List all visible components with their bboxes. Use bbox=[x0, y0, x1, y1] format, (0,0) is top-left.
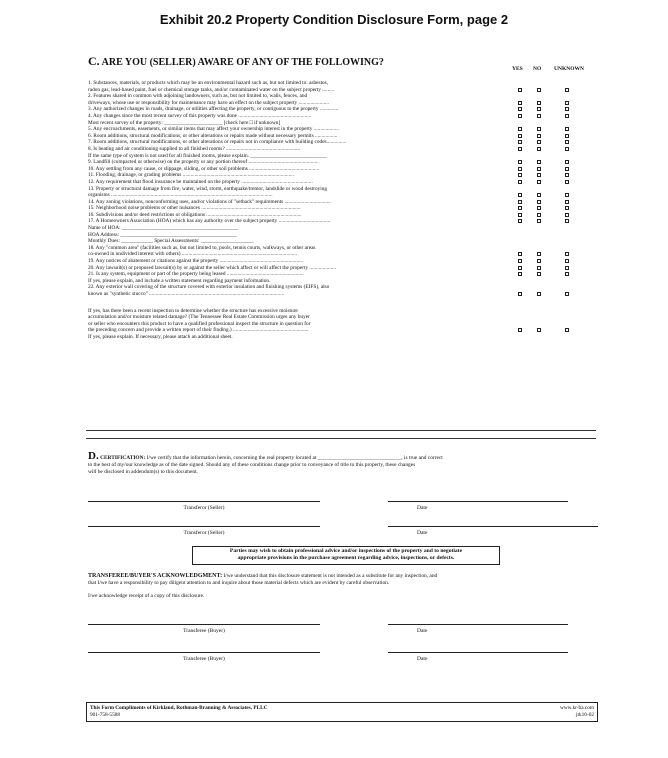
yes-checkbox[interactable] bbox=[518, 134, 522, 138]
yes-checkbox[interactable] bbox=[518, 259, 522, 263]
buyer-signature-label-2: Transferee (Buyer) bbox=[183, 656, 225, 662]
no-checkbox[interactable] bbox=[537, 167, 541, 171]
yes-checkbox[interactable] bbox=[518, 127, 522, 131]
unknown-checkbox[interactable] bbox=[565, 292, 569, 296]
buyer-signature-line-2[interactable] bbox=[88, 652, 320, 653]
buyer-date-line-2[interactable] bbox=[388, 652, 568, 653]
item-text: Most recent survey of the property: ______________________ [check here □ if unknown] bbox=[88, 119, 281, 126]
item-line bbox=[88, 100, 598, 107]
item-line bbox=[88, 258, 598, 265]
footer-code: jtk10-02 bbox=[576, 711, 594, 718]
item-line bbox=[88, 106, 598, 113]
ack-text1: I/we understand that this disclosure statement is not intended as a substitute for any inspection, and bbox=[223, 573, 438, 579]
item-text: 17. A Homeowners Association (HOA) which has any authority over the subject property ....................................... bbox=[88, 218, 331, 225]
unknown-checkbox[interactable] bbox=[565, 107, 569, 111]
item-text: or seller who encounters this product to have a qualified professional inspect the structure in question for bbox=[88, 320, 311, 327]
item-text: accumulation and/or moisture related damage? (The Tennessee Real Estate Commission urges any buyer bbox=[88, 314, 310, 321]
unknown-checkbox[interactable] bbox=[565, 101, 569, 105]
item-line bbox=[88, 321, 598, 328]
item-line bbox=[88, 284, 598, 291]
yes-checkbox[interactable] bbox=[518, 180, 522, 184]
item-text: 6. Room additions, structural modifications, or other alterations or repairs made without necessary permits ................. bbox=[88, 132, 338, 139]
item-text: driveways, whose use or responsibility for maintenance may have an effect on the subject property ....................... bbox=[88, 99, 329, 106]
item-line bbox=[88, 159, 598, 166]
yes-checkbox[interactable] bbox=[518, 272, 522, 276]
item-text: If yes, please explain, and include a written statement regarding payment information. bbox=[88, 277, 271, 284]
no-checkbox[interactable] bbox=[537, 328, 541, 332]
unknown-checkbox[interactable] bbox=[565, 173, 569, 177]
spacer bbox=[88, 298, 598, 308]
item-text: 18. Any "common area" (facilities such as, but not limited to, pools, tennis courts, walkways, or other areas bbox=[88, 244, 316, 251]
item-line bbox=[88, 212, 598, 219]
unknown-checkbox[interactable] bbox=[565, 272, 569, 276]
unknown-checkbox[interactable] bbox=[565, 88, 569, 92]
yes-checkbox[interactable] bbox=[518, 213, 522, 217]
unknown-checkbox[interactable] bbox=[565, 200, 569, 204]
item-text: 12. Any requirement that flood insurance be maintained on the property ...................................................... bbox=[88, 178, 313, 185]
seller-signature-label-1: Transferor (Seller) bbox=[183, 505, 225, 511]
section-d-text2: to the best of my/our knowledge as of the date signed. Should any of these conditions change prior to conveyance of title to this property, these changes bbox=[88, 461, 416, 468]
item-text: If the same type of system is not used for all finished rooms, please explain. _____________________________ bbox=[88, 152, 328, 159]
section-d-letter: D. bbox=[88, 450, 99, 462]
item-text: 11. Flooding, drainage, or grading problems .................................................................................... bbox=[88, 172, 294, 179]
no-checkbox[interactable] bbox=[537, 107, 541, 111]
yes-checkbox[interactable] bbox=[518, 167, 522, 171]
footer-left bbox=[90, 705, 267, 718]
form-footer bbox=[86, 702, 598, 722]
item-text: 19. Any notices of abatement or citations against the property ............................................................... bbox=[88, 258, 304, 265]
item-line bbox=[88, 146, 598, 153]
professional-advice-notice bbox=[192, 546, 500, 565]
item-text: 8. Is heating and air conditioning supplied to all finished rooms? ........................................................ bbox=[88, 145, 301, 152]
item-text: If yes, has there been a recent inspection to determine whether the structure has excessive moisture bbox=[88, 307, 298, 314]
item-line bbox=[88, 87, 598, 94]
item-line bbox=[88, 308, 598, 315]
no-checkbox[interactable] bbox=[537, 88, 541, 92]
item-line bbox=[88, 113, 598, 120]
no-checkbox[interactable] bbox=[537, 114, 541, 118]
item-line bbox=[88, 133, 598, 140]
ack-text3: I/we acknowledge receipt of a copy of this disclosure. bbox=[88, 592, 205, 599]
item-line bbox=[88, 93, 598, 100]
yes-checkbox[interactable] bbox=[518, 160, 522, 164]
no-checkbox[interactable] bbox=[537, 259, 541, 263]
no-checkbox[interactable] bbox=[537, 219, 541, 223]
footer-phone: 901-758-5588 bbox=[90, 711, 121, 718]
no-checkbox[interactable] bbox=[537, 292, 541, 296]
section-d-text1: I/we certify that the information herein, concerning the real property located at _______________________________, is true and correct bbox=[146, 455, 443, 461]
unknown-checkbox[interactable] bbox=[565, 266, 569, 270]
no-checkbox[interactable] bbox=[537, 200, 541, 204]
item-text: If yes, please explain. If necessary, please attach an additional sheet. bbox=[88, 333, 233, 340]
no-checkbox[interactable] bbox=[537, 206, 541, 210]
item-text: Name of HOA: ____________________________________________ bbox=[88, 225, 239, 232]
item-line bbox=[88, 291, 598, 298]
footer-website: www.kr-ba.com bbox=[560, 705, 594, 711]
item-line bbox=[88, 179, 598, 186]
no-checkbox[interactable] bbox=[537, 266, 541, 270]
item-text: 15. Neighborhood noise problems or other nuisances ........................................................................... bbox=[88, 205, 301, 212]
column-unknown-header: UNKNOWN bbox=[554, 66, 584, 72]
item-line bbox=[88, 199, 598, 206]
footer-compliments: This Form Compliments of Kirkland, Rothman-Branning & Associates, PLLC bbox=[90, 705, 268, 711]
seller-signature-label-2: Transferor (Seller) bbox=[183, 530, 225, 536]
item-text: co-owned in undivided interest with others) ....................................................................................... bbox=[88, 251, 298, 258]
seller-signature-line-2[interactable] bbox=[88, 526, 320, 527]
item-text: 5. Any encroachments, easements, or similar items that may affect your ownership interest in the property ................... bbox=[88, 126, 339, 133]
yes-checkbox[interactable] bbox=[518, 114, 522, 118]
item-line bbox=[88, 265, 598, 272]
unknown-checkbox[interactable] bbox=[565, 134, 569, 138]
buyer-signature-label-1: Transferee (Buyer) bbox=[183, 628, 225, 634]
yes-checkbox[interactable] bbox=[518, 219, 522, 223]
item-line bbox=[88, 278, 598, 285]
item-line bbox=[88, 271, 598, 278]
item-text: 21. Is any system, equipment or part of the property being leased .......................................................... bbox=[88, 271, 304, 278]
yes-checkbox[interactable] bbox=[518, 147, 522, 151]
no-checkbox[interactable] bbox=[537, 173, 541, 177]
item-line bbox=[88, 314, 598, 321]
notice-line1: Parties may wish to obtain professional advice and/or inspections of the property and to negotiate bbox=[229, 548, 463, 554]
section-c-letter: C. bbox=[88, 54, 100, 68]
seller-date-label-2: Date bbox=[417, 530, 428, 536]
seller-date-line-2[interactable] bbox=[388, 526, 598, 527]
item-text: 1. Substances, materials, or products which may be an environmental hazard such as, but not limited to: asbestos, bbox=[88, 80, 329, 86]
column-yes-header: YES bbox=[512, 66, 523, 72]
buyer-date-line-1[interactable] bbox=[388, 624, 568, 625]
section-c-title: ARE YOU (SELLER) AWARE OF ANY OF THE FOLLOWING? bbox=[101, 57, 384, 68]
yes-checkbox[interactable] bbox=[518, 88, 522, 92]
item-line bbox=[88, 126, 598, 133]
unknown-checkbox[interactable] bbox=[565, 193, 569, 197]
unknown-checkbox[interactable] bbox=[565, 259, 569, 263]
item-line bbox=[88, 172, 598, 179]
yes-checkbox[interactable] bbox=[518, 140, 522, 144]
no-checkbox[interactable] bbox=[537, 272, 541, 276]
unknown-checkbox[interactable] bbox=[565, 213, 569, 217]
divider bbox=[86, 438, 596, 439]
seller-signature-line-1[interactable] bbox=[88, 501, 320, 502]
item-text: 10. Any settling from any cause, or slippage, sliding, or other soil problems ..................................................... bbox=[88, 165, 320, 172]
item-text: 13. Property or structural damage from fire, water, wind, storm, earthquake/tremor, landslide or wood destroying bbox=[88, 185, 328, 192]
item-line bbox=[88, 327, 598, 334]
item-text: 16. Subdivisions and/or deed restrictions or obligations ........................................................................ bbox=[88, 211, 302, 218]
item-text: organisms .......................................................................................................................... bbox=[88, 192, 273, 199]
unknown-checkbox[interactable] bbox=[565, 219, 569, 223]
no-checkbox[interactable] bbox=[537, 160, 541, 164]
no-checkbox[interactable] bbox=[537, 134, 541, 138]
item-text: 4. Any changes since the most recent survey of this property was done ....................................................... bbox=[88, 112, 312, 119]
unknown-checkbox[interactable] bbox=[565, 206, 569, 210]
item-text: 22. Any exterior wall covering of the structure covered with exterior insulation and finishing systems (EIFS), also bbox=[88, 284, 330, 291]
page-title: Exhibit 20.2 Property Condition Disclosure Form, page 2 bbox=[159, 12, 509, 27]
unknown-checkbox[interactable] bbox=[565, 160, 569, 164]
item-text: HOA Address: ____________________________________________ bbox=[88, 231, 237, 238]
ack-text2: that I/we have a responsibility to pay diligent attention to and inquire about those material defects which are evident by careful observation. bbox=[88, 579, 390, 586]
buyer-date-label-2: Date bbox=[417, 656, 428, 662]
item-text: 14. Any zoning violations, nonconforming uses, and/or violations of "setback" requirements ................................... bbox=[88, 198, 331, 205]
item-text: 2. Features shared in common with adjoining landowners, such as, but not limited to, walls, fences, and bbox=[88, 93, 308, 100]
ack-heading: TRANSFEREE/BUYER'S ACKNOWLEDGMENT: bbox=[88, 573, 223, 579]
item-text: 3. Any authorized changes in roads, drainage, or utilities affecting the property, or contiguous to the property .............. bbox=[88, 106, 339, 113]
item-line bbox=[88, 205, 598, 212]
column-no-header: NO bbox=[533, 66, 542, 72]
divider bbox=[86, 430, 596, 431]
item-line bbox=[88, 218, 598, 225]
item-line bbox=[88, 153, 598, 160]
item-text: radon gas, lead-based paint, fuel or chemical storage tanks, and/or contaminated water on the subject property ......... bbox=[88, 86, 335, 93]
item-text: known as "synthetic stucco" ...................................................................................................... bbox=[88, 291, 285, 297]
item-line bbox=[88, 232, 598, 239]
unknown-checkbox[interactable] bbox=[565, 114, 569, 118]
buyer-signature-line-1[interactable] bbox=[88, 624, 320, 625]
unknown-checkbox[interactable] bbox=[565, 328, 569, 332]
seller-date-label-1: Date bbox=[417, 505, 428, 511]
unknown-checkbox[interactable] bbox=[565, 147, 569, 151]
buyer-date-label-1: Date bbox=[417, 628, 428, 634]
notice-line2: appropriate provisions in the purchase agreement regarding advice, inspections, or defects. bbox=[237, 555, 455, 561]
yes-checkbox[interactable] bbox=[518, 266, 522, 270]
item-line bbox=[88, 120, 598, 127]
no-checkbox[interactable] bbox=[537, 147, 541, 151]
item-line bbox=[88, 192, 598, 199]
unknown-checkbox[interactable] bbox=[565, 180, 569, 184]
section-c-heading bbox=[88, 54, 384, 69]
yes-checkbox[interactable] bbox=[518, 200, 522, 204]
no-checkbox[interactable] bbox=[537, 252, 541, 256]
item-line bbox=[88, 166, 598, 173]
item-line bbox=[88, 238, 598, 245]
no-checkbox[interactable] bbox=[537, 213, 541, 217]
no-checkbox[interactable] bbox=[537, 101, 541, 105]
disclosure-items bbox=[88, 80, 598, 341]
section-d-heading: CERTIFICATION: bbox=[100, 455, 146, 461]
item-line bbox=[88, 334, 598, 341]
yes-checkbox[interactable] bbox=[518, 173, 522, 177]
item-line bbox=[88, 186, 598, 193]
unknown-checkbox[interactable] bbox=[565, 140, 569, 144]
no-checkbox[interactable] bbox=[537, 193, 541, 197]
unknown-checkbox[interactable] bbox=[565, 127, 569, 131]
yes-checkbox[interactable] bbox=[518, 101, 522, 105]
item-line bbox=[88, 251, 598, 258]
yes-checkbox[interactable] bbox=[518, 252, 522, 256]
item-line bbox=[88, 245, 598, 252]
yes-checkbox[interactable] bbox=[518, 328, 522, 332]
yes-checkbox[interactable] bbox=[518, 206, 522, 210]
item-line bbox=[88, 139, 598, 146]
footer-right bbox=[560, 705, 594, 718]
section-d-text3: will be disclosed in addendum(s) to this document. bbox=[88, 468, 198, 475]
item-text: Monthly Dues: ____________ Special Assessments: ____________________ bbox=[88, 238, 254, 245]
item-text: 7. Room additions, structural modifications, or other alterations or repairs not in compliance with building codes............... bbox=[88, 139, 347, 146]
section-d bbox=[88, 450, 598, 475]
no-checkbox[interactable] bbox=[537, 140, 541, 144]
item-line bbox=[88, 80, 598, 87]
item-line bbox=[88, 225, 598, 232]
item-text: 9. Landfill (compacted or otherwise) on the property or any portion thereof ..................................................... bbox=[88, 159, 319, 166]
buyer-acknowledgment bbox=[88, 573, 600, 599]
item-text: 20. Any lawsuit(s) or proposed lawsuit(s) by or against the seller which affect or will affect the property .................... bbox=[88, 264, 336, 271]
yes-checkbox[interactable] bbox=[518, 292, 522, 296]
no-checkbox[interactable] bbox=[537, 180, 541, 184]
unknown-checkbox[interactable] bbox=[565, 167, 569, 171]
seller-date-line-1[interactable] bbox=[388, 501, 568, 502]
yes-checkbox[interactable] bbox=[518, 193, 522, 197]
no-checkbox[interactable] bbox=[537, 127, 541, 131]
item-text: the preceding concern and provide a written report of their finding.) ......................................................... bbox=[88, 327, 309, 334]
unknown-checkbox[interactable] bbox=[565, 252, 569, 256]
yes-checkbox[interactable] bbox=[518, 107, 522, 111]
